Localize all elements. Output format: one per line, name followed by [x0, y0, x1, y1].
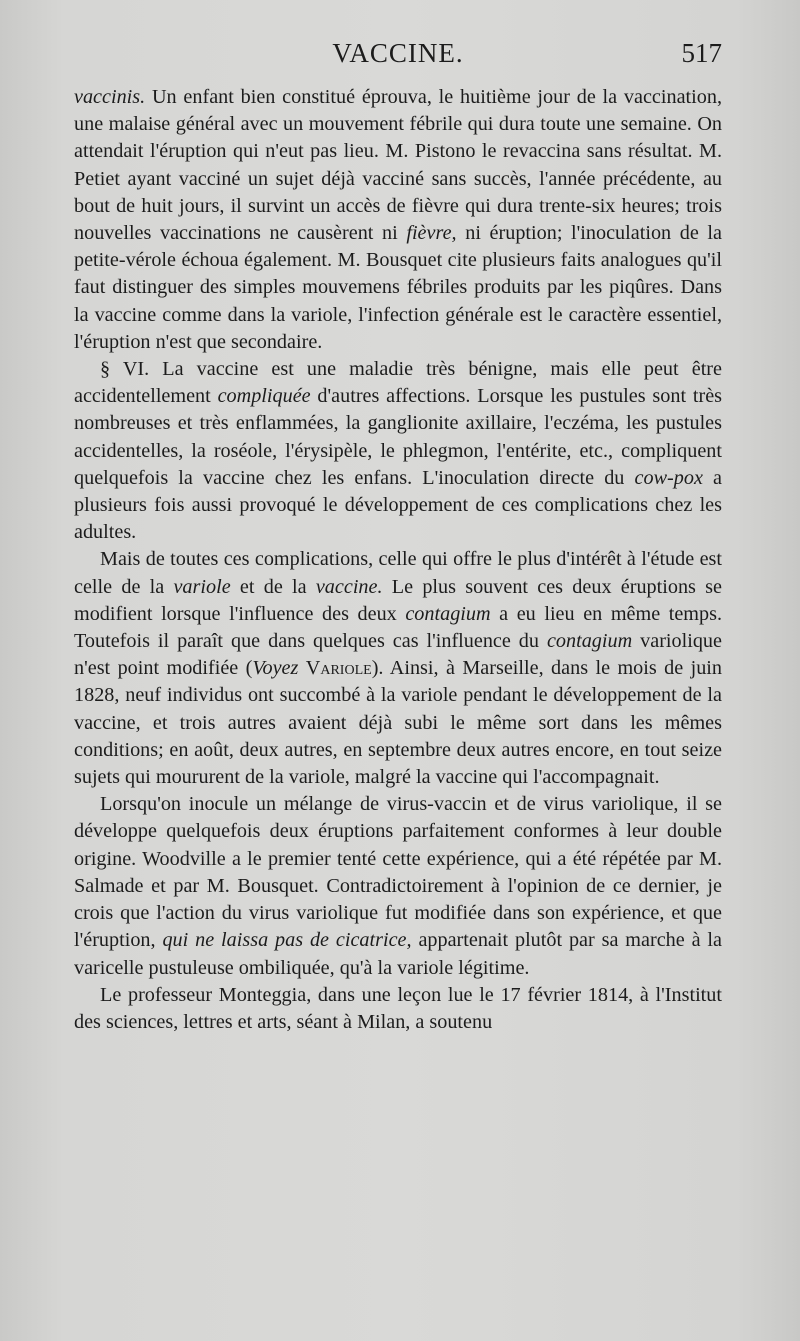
- text-run: Mais de toutes ces complications, celle qui offre le plus d'intérêt à l'étude est celle de la: [74, 548, 722, 598]
- italic-run: fièvre,: [406, 222, 457, 245]
- italic-run: variole: [173, 575, 231, 598]
- small-caps-run: Variole: [305, 657, 372, 680]
- italic-run: cow-pox: [634, 466, 703, 489]
- text-run: et de la: [230, 575, 316, 598]
- text-run: appartenait plutôt par sa marche à la varicelle pustuleuse ombiliquée, qu'à la variole légitime.: [74, 929, 722, 979]
- italic-run: contagium: [405, 602, 491, 625]
- text-run: ). Ainsi, à Marseille, dans le mois de juin 1828, neuf individus ont succombé à la variole pendant le développement de la vaccine, et trois autres avaient déjà subi le même sort dans les mêmes conditions; en août, deux autres, en septembre deux autres encore, en tout seize sujets qui moururent de la variole, malgré la vaccine qui l'accompagnait.: [74, 657, 723, 789]
- text-run: Le professeur Monteggia, dans une leçon lue le 17 février 1814, à l'Institut des sciences, lettres et arts, séant à Milan, a soutenu: [74, 983, 722, 1033]
- text-run: d'autres affections. Lorsque les pustules sont très nombreuses et très enflammées, la ganglionite axillaire, l'eczéma, les pustules accidentelles, la roséole, l'érysipèle, le phlegmon, l'entérite, etc., compliquent quelquefois la vaccine chez les enfans. L'inoculation directe du: [74, 385, 723, 489]
- paragraph-3: [74, 546, 722, 791]
- italic-run: contagium: [546, 630, 633, 653]
- paragraph-2: [74, 356, 722, 546]
- running-title: VACCINE.: [332, 38, 464, 68]
- italic-run: vaccinis.: [74, 86, 146, 108]
- text-run: Un enfant bien constitué éprouva, le huitième jour de la vaccination, une malaise général avec un mouvement fébrile qui dura toute une semaine. On attendait l'éruption qui n'eut pas lieu. M. Pistono le revaccina sans résultat. M. Petiet ayant vacciné un sujet déjà vacciné sans succès, l'année précédente, au bout de huit jours, il survint un accès de fièvre qui dura trente-six heures; trois nouvelles vaccinations ne causèrent ni: [74, 86, 722, 245]
- paragraph-4: [74, 791, 722, 981]
- text-run: § VI. La vaccine est une maladie très bénigne, mais elle peut être accidentellement: [74, 358, 722, 408]
- text-run: Le plus souvent ces deux éruptions se modifient lorsque l'influence des deux: [74, 575, 722, 625]
- paragraph-5: [74, 982, 722, 1036]
- page-header: [74, 38, 722, 78]
- paragraph-1: [74, 84, 722, 356]
- text-run: ni éruption; l'inoculation de la petite-vérole échoua également. M. Bousquet cite plusieurs faits analogues qu'il faut distinguer des simples mouvemens fébriles produits par les piqûres. Dans la vaccine comme dans la variole, l'infection générale est le caractère essentiel, l'éruption n'est que secondaire.: [74, 222, 722, 353]
- italic-run: qui ne laissa pas de cicatrice,: [162, 929, 412, 952]
- italic-run: compliquée: [217, 385, 311, 408]
- italic-run: vaccine.: [315, 575, 383, 598]
- body-text: [74, 84, 722, 1036]
- page-number: 517: [681, 38, 722, 68]
- text-run: Lorsqu'on inocule un mélange de virus-vaccin et de virus variolique, il se développe quelquefois deux éruptions parfaitement conformes à leur double origine. Woodville a le premier tenté cette expérience, qui a été répétée par M. Salmade et par M. Bousquet. Contradictoirement à l'opinion de ce dernier, je crois que l'action du virus variolique fut modifiée dans son expérience, et que l'éruption,: [74, 793, 722, 952]
- text-run: [298, 657, 305, 679]
- text-run: a plusieurs fois aussi provoqué le développement de ces complications chez les adultes.: [74, 466, 722, 544]
- italic-run: Voyez: [252, 657, 299, 680]
- text-run: a eu lieu en même temps. Toutefois il paraît que dans quelques cas l'influence du: [74, 602, 723, 653]
- text-run: variolique n'est point modifiée (: [74, 630, 722, 680]
